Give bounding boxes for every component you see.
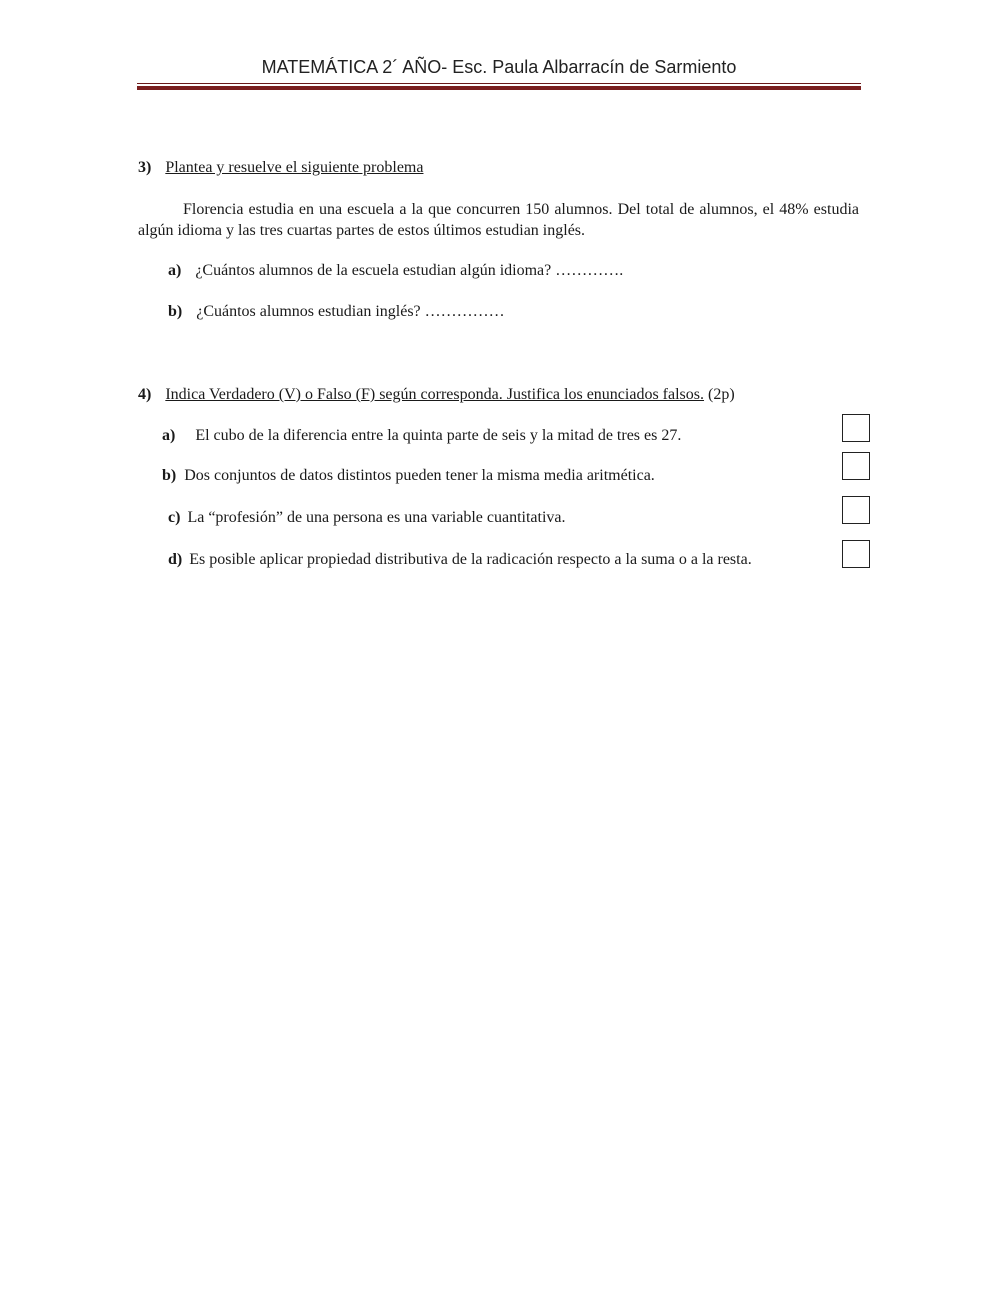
question-3-item-b [168,302,505,322]
question-3-heading [138,158,423,178]
question-4-item-b-text: Dos conjuntos de datos distintos pueden tener la misma media aritmética. [184,467,655,484]
question-4-item-b [162,466,655,486]
question-4-title: Indica Verdadero (V) o Falso (F) según corresponda. Justifica los enunciados falsos. [165,386,705,403]
question-4-item-c-label: c) [168,509,181,526]
question-4-item-a-label: a) [162,427,176,444]
page-header-title: MATEMÁTICA 2´ AÑO- Esc. Paula Albarracín de Sarmiento [261,57,737,77]
question-4-number: 4) [138,386,152,403]
answer-box-a[interactable] [842,414,870,442]
question-4-item-d-text: Es posible aplicar propiedad distributiva de la radicación respecto a la suma o a la resta. [189,551,752,568]
header-rule-thin [137,83,861,84]
question-3-item-a-text: ¿Cuántos alumnos de la escuela estudian algún idioma? …………. [195,262,624,279]
question-4-item-b-label: b) [162,467,177,484]
header-rule-thick [137,86,861,90]
question-4-item-a-text: El cubo de la diferencia entre la quinta parte de seis y la mitad de tres es 27. [195,427,682,444]
answer-box-b[interactable] [842,452,870,480]
question-4-item-c [168,508,566,528]
question-3-problem: Florencia estudia en una escuela a la que concurren 150 alumnos. Del total de alumnos, el 48% estudia algún idioma y las tres cuartas partes de estos últimos estudian inglés. [138,201,859,239]
question-3-number: 3) [138,159,152,176]
question-4-item-a [162,426,681,446]
question-3-title: Plantea y resuelve el siguiente problema [165,159,424,176]
question-3-item-a-label: a) [168,262,182,279]
answer-box-d[interactable] [842,540,870,568]
question-3-item-b-text: ¿Cuántos alumnos estudian inglés? …………… [196,303,505,320]
question-4-points: (2p) [708,386,735,403]
answer-box-c[interactable] [842,496,870,524]
question-3-item-a [168,261,623,281]
question-4-heading [138,385,735,405]
question-4-item-d-label: d) [168,551,183,568]
question-4-item-d [168,550,752,570]
question-3-item-b-label: b) [168,303,183,320]
question-4-item-c-text: La “profesión” de una persona es una variable cuantitativa. [187,509,566,526]
